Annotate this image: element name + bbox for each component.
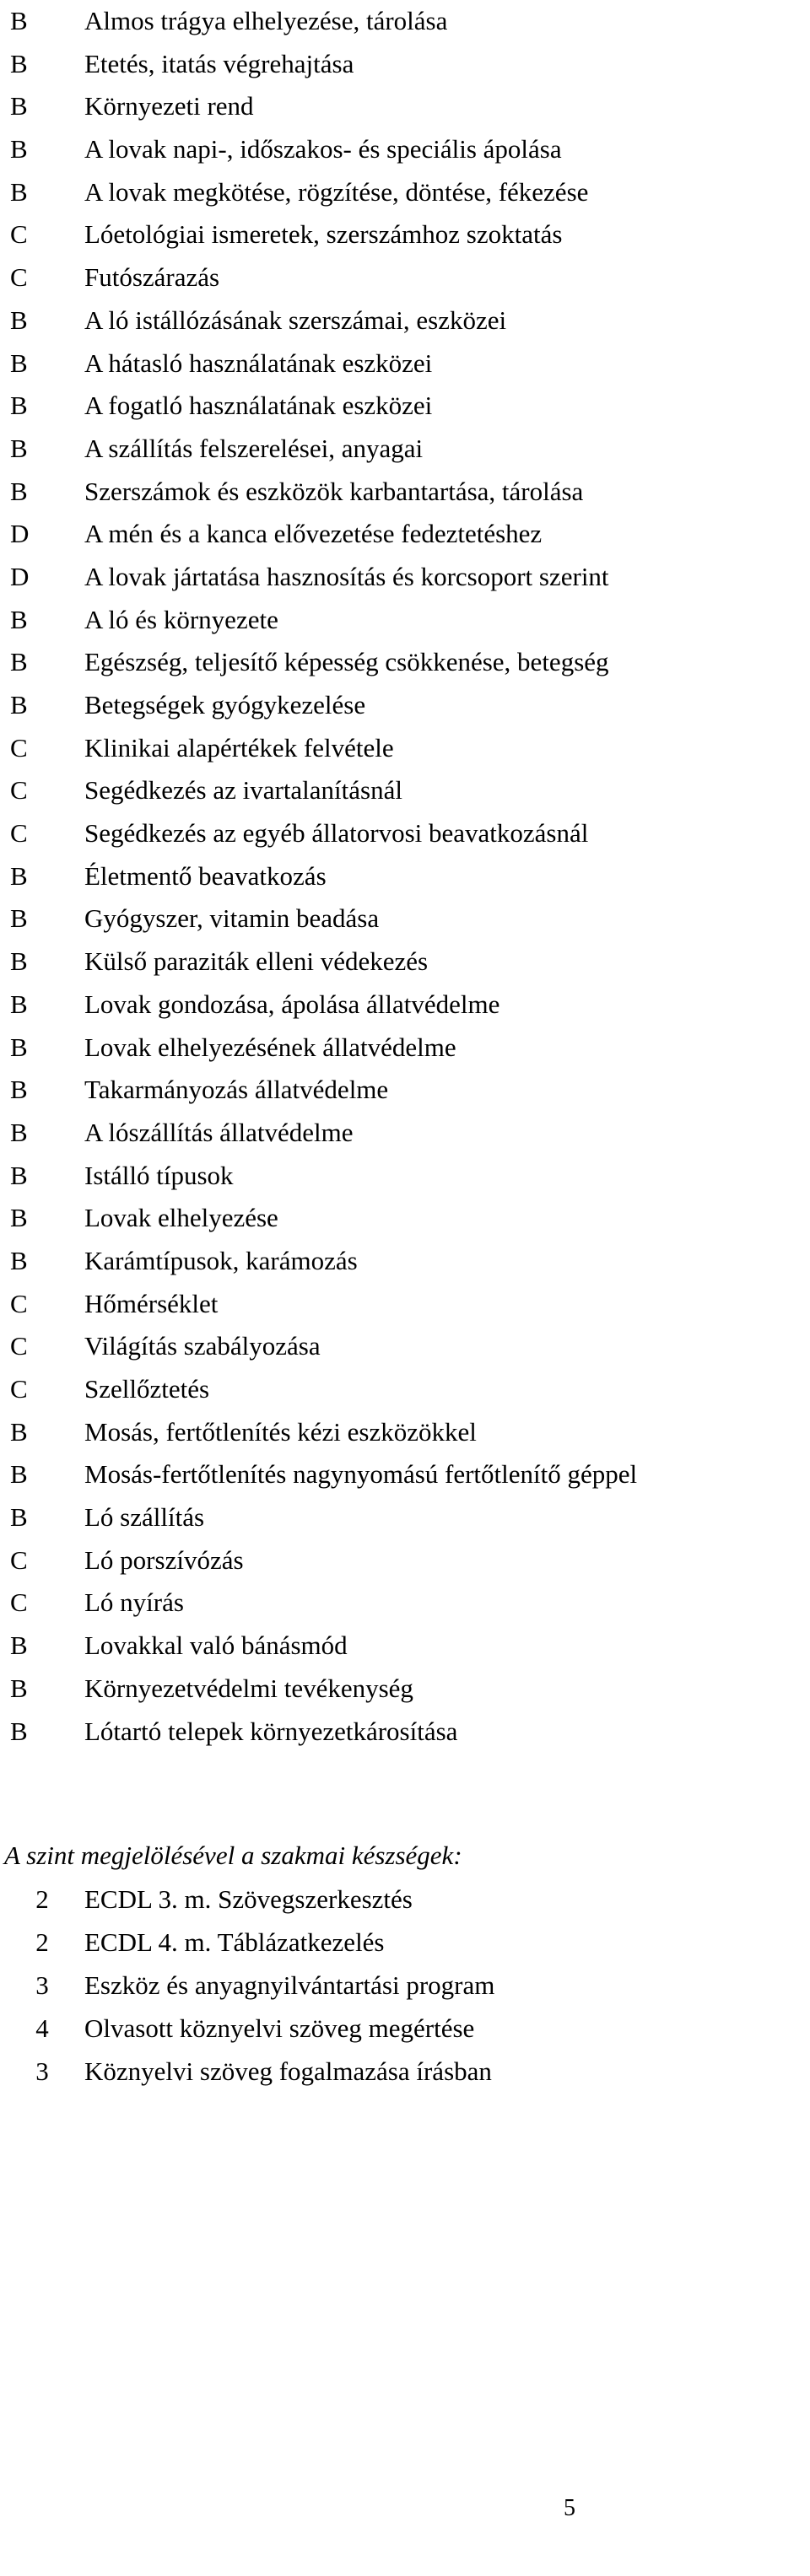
list-item: [10, 641, 803, 684]
level-code: B: [10, 647, 28, 677]
level-code: C: [10, 1331, 28, 1361]
list-item: [10, 213, 803, 256]
level-code: B: [10, 860, 28, 891]
list-item: [10, 984, 803, 1027]
skill-item: [0, 1964, 793, 2007]
item-text: Lovak gondozása, ápolása állatvédelme: [84, 989, 500, 1019]
item-text: Mosás-fertőtlenítés nagynyomású fertőtlenítő géppel: [84, 1459, 638, 1490]
level-code: B: [10, 348, 28, 378]
item-text: Ló porszívózás: [84, 1544, 244, 1575]
list-item: [10, 1283, 803, 1326]
skill-level: 2: [35, 1927, 49, 1957]
level-code: C: [10, 1544, 28, 1575]
level-code: D: [10, 561, 30, 591]
skill-level: 4: [35, 2013, 49, 2043]
item-text: Környezetvédelmi tevékenység: [84, 1673, 413, 1703]
level-code: B: [10, 48, 28, 78]
list-item: [10, 1155, 803, 1198]
level-code: C: [10, 775, 28, 806]
item-text: Életmentő beavatkozás: [84, 860, 327, 891]
list-item: [10, 897, 803, 940]
level-code: B: [10, 1630, 28, 1661]
list-item: [10, 940, 803, 984]
item-text: A lovak jártatása hasznosítás és korcsoport szerint: [84, 561, 609, 591]
skill-text: Eszköz és anyagnyilvántartási program: [84, 1970, 495, 2000]
item-text: Almos trágya elhelyezése, tárolása: [84, 6, 448, 35]
list-item: [10, 1197, 803, 1240]
list-item: [10, 299, 803, 342]
list-item: [10, 342, 803, 385]
item-text: Hőmérséklet: [84, 1288, 219, 1318]
skill-level: 2: [35, 1884, 49, 1914]
level-code: B: [10, 433, 28, 463]
item-text: Segédkezés az ivartalanításnál: [84, 775, 402, 806]
list-item: [10, 1112, 803, 1155]
item-text: Klinikai alapértékek felvétele: [84, 732, 394, 763]
item-text: Gyógyszer, vitamin beadása: [84, 903, 380, 934]
list-item: [10, 1368, 803, 1411]
level-code: B: [10, 1502, 28, 1533]
list-item: [10, 1027, 803, 1070]
item-text: A fogatló használatának eszközei: [84, 391, 433, 421]
item-text: A ló istállózásának szerszámai, eszközei: [84, 304, 507, 335]
list-item: [10, 812, 803, 855]
level-code: B: [10, 690, 28, 719]
list-item: [10, 1240, 803, 1283]
level-code: B: [10, 1032, 28, 1062]
item-text: Egészség, teljesítő képesség csökkenése, betegség: [84, 647, 609, 677]
skill-item: [0, 2007, 793, 2050]
level-code: B: [10, 1716, 28, 1746]
item-text: Mosás, fertőtlenítés kézi eszközökkel: [84, 1416, 477, 1447]
level-code: B: [10, 134, 28, 164]
list-item: [10, 556, 803, 599]
skill-item: [0, 2050, 793, 2093]
list-item: [10, 43, 803, 86]
item-text: Etetés, itatás végrehajtása: [84, 48, 354, 78]
item-text: Lóetológiai ismeretek, szerszámhoz szoktatás: [84, 219, 563, 250]
list-item: [10, 684, 803, 727]
list-item: [10, 855, 803, 898]
item-text: A lovak napi-, időszakos- és speciális ápolása: [84, 134, 562, 164]
item-text: Ló szállítás: [84, 1502, 205, 1533]
list-item: [10, 1625, 803, 1668]
skill-item: [0, 1921, 793, 1964]
item-text: Futószárazás: [84, 262, 220, 293]
list-item: [10, 85, 803, 128]
level-code: C: [10, 1288, 28, 1318]
list-item: [10, 513, 803, 556]
level-code: B: [10, 176, 28, 207]
list-item: [10, 727, 803, 770]
level-code: B: [10, 1117, 28, 1147]
level-code: B: [10, 304, 28, 335]
list-item: [10, 428, 803, 471]
list-item: [10, 1069, 803, 1112]
level-code: B: [10, 6, 28, 35]
item-text: Lovak elhelyezésének állatvédelme: [84, 1032, 456, 1062]
level-code: B: [10, 476, 28, 506]
skill-text: ECDL 4. m. Táblázatkezelés: [84, 1927, 385, 1957]
skill-text: Köznyelvi szöveg fogalmazása írásban: [84, 2056, 492, 2086]
competency-list: [10, 0, 803, 1753]
level-code: C: [10, 219, 28, 250]
level-code: B: [10, 1203, 28, 1233]
skills-heading: A szint megjelölésével a szakmai készségek:: [4, 1840, 462, 1870]
item-text: Istálló típusok: [84, 1160, 234, 1190]
level-code: B: [10, 989, 28, 1019]
level-code: C: [10, 1587, 28, 1618]
level-code: B: [10, 946, 28, 977]
level-code: B: [10, 391, 28, 421]
item-text: A lovak megkötése, rögzítése, döntése, fékezése: [84, 176, 589, 207]
item-text: A ló és környezete: [84, 604, 278, 634]
item-text: Lótartó telepek környezetkárosítása: [84, 1716, 458, 1746]
list-item: [10, 769, 803, 812]
list-item: [10, 1539, 803, 1582]
level-code: B: [10, 1075, 28, 1105]
page-number: 5: [564, 2495, 575, 2521]
list-item: [10, 385, 803, 428]
list-item: [10, 1668, 803, 1711]
level-code: C: [10, 818, 28, 849]
level-code: B: [10, 1416, 28, 1447]
item-text: Lovak elhelyezése: [84, 1203, 278, 1233]
item-text: A lószállítás állatvédelme: [84, 1117, 354, 1147]
skill-item: [0, 1878, 793, 1921]
list-item: [10, 471, 803, 514]
level-code: D: [10, 519, 30, 549]
item-text: Szerszámok és eszközök karbantartása, tárolása: [84, 476, 584, 506]
item-text: A szállítás felszerelései, anyagai: [84, 433, 424, 463]
item-text: A hátasló használatának eszközei: [84, 348, 433, 378]
item-text: Betegségek gyógykezelése: [84, 690, 366, 719]
item-text: A mén és a kanca elővezetése fedeztetéshez: [84, 519, 543, 549]
list-item: [10, 1411, 803, 1454]
skill-text: ECDL 3. m. Szövegszerkesztés: [84, 1884, 413, 1914]
item-text: Segédkezés az egyéb állatorvosi beavatkozásnál: [84, 818, 589, 849]
item-text: Ló nyírás: [84, 1587, 184, 1618]
level-code: B: [10, 1459, 28, 1490]
list-item: [10, 171, 803, 214]
skill-level: 3: [35, 2056, 49, 2086]
list-item: [10, 0, 803, 43]
list-item: [10, 256, 803, 299]
item-text: Lovakkal való bánásmód: [84, 1630, 348, 1661]
item-text: Szellőztetés: [84, 1374, 210, 1404]
level-code: B: [10, 1245, 28, 1275]
list-item: [10, 1496, 803, 1539]
level-code: B: [10, 91, 28, 121]
level-code: C: [10, 1374, 28, 1404]
list-item: [10, 128, 803, 171]
list-item: [10, 1325, 803, 1368]
level-code: B: [10, 1673, 28, 1703]
list-item: [10, 599, 803, 642]
skill-text: Olvasott köznyelvi szöveg megértése: [84, 2013, 475, 2043]
level-code: B: [10, 604, 28, 634]
level-code: B: [10, 903, 28, 934]
list-item: [10, 1711, 803, 1754]
level-code: B: [10, 1160, 28, 1190]
item-text: Karámtípusok, karámozás: [84, 1245, 358, 1275]
item-text: Külső paraziták elleni védekezés: [84, 946, 429, 977]
item-text: Környezeti rend: [84, 91, 254, 121]
item-text: Világítás szabályozása: [84, 1331, 321, 1361]
list-item: [10, 1453, 803, 1496]
skill-level: 3: [35, 1970, 49, 2000]
level-code: C: [10, 262, 28, 293]
skills-list: [0, 1878, 793, 2093]
level-code: C: [10, 732, 28, 763]
item-text: Takarmányozás állatvédelme: [84, 1075, 389, 1105]
list-item: [10, 1582, 803, 1625]
